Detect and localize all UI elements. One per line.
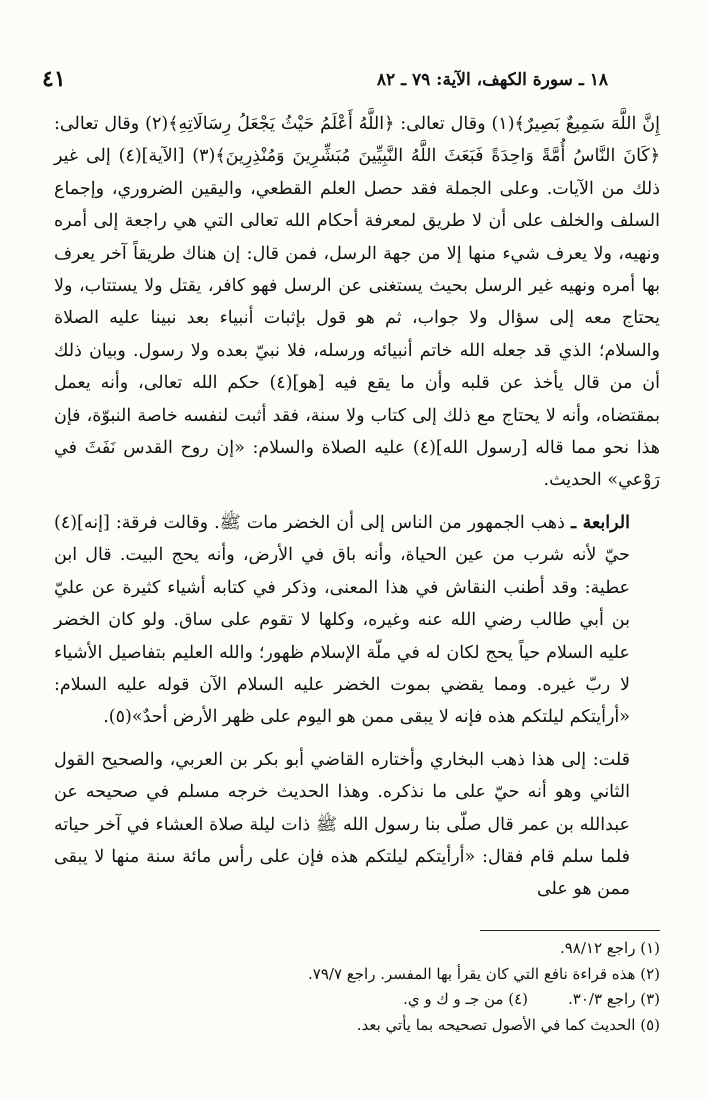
running-title: ١٨ ـ سورة الكهف، الآية: ٧٩ ـ ٨٢ [376,70,608,90]
page-number: ٤١ [42,66,66,92]
section-lead: الرابعة ـ [570,512,630,533]
footnotes [100,930,660,1038]
footnote-3: (٣) راجع ٣٠/٣. [568,990,660,1008]
footnote-4: (٤) من جـ و ك و ي. [403,990,528,1008]
footnote-1: (١) راجع ٩٨/١٢. [559,939,660,957]
main-text [54,108,660,906]
footnote-row [100,987,660,1013]
paragraph-2-text: ذهب الجمهور من الناس إلى أن الخضر مات ﷺ. وقالت فرقة: [إنه](٤) حيّ لأنه شرب من عين الحياة، وأنه باق في الأرض، وأنه يحج البيت. قال ابن عطية: وقد أطنب النقاش في هذا المعنى، وذكر في كتابه أشياء كثيرة عن عليّ بن أبي طالب رضي الله عنه وغيره، وكلها لا تقوم على ساق. ولو كان الخضر عليه السلام حياً يحج لكان له في ملّة الإسلام ظهور؛ والله العليم بتفاصيل الأشياء لا ربّ غيره. ومما يقضي بموت الخضر عليه السلام الآن قوله عليه السلام: «أرأيتكم ليلتكم هذه فإنه لا يبقى ممن هو اليوم على ظهر الأرض أحدٌ»(٥). [54,512,630,728]
paragraph-1: إِنَّ اللَّهَ سَمِيعٌ بَصِيرٌ﴾(١) وقال تعالى: ﴿اللَّهُ أَعْلَمُ حَيْثُ يَجْعَلُ رِسَالَاتِهِ﴾(٢) وقال تعالى: ﴿كَانَ النَّاسُ أُمَّةً وَاحِدَةً فَبَعَثَ اللَّهُ النَّبِيِّينَ مُبَشِّرِينَ وَمُنْذِرِينَ﴾(٣) [الآية](٤) إلى غير ذلك من الآيات. وعلى الجملة فقد حصل العلم القطعي، واليقين الضروري، وإجماع السلف والخلف على أن لا طريق لمعرفة أحكام الله تعالى التي هي راجعة إلى أمره ونهيه، ولا يعرف شيء منها إلا من جهة الرسل، فمن قال: إن هناك طريقاً آخر يعرف بها أمره ونهيه غير الرسل بحيث يستغنى عن الرسل فهو كافر، يقتل ولا يستتاب، ولا يحتاج معه إلى سؤال ولا جواب، ثم هو قول بإثبات أنبياء بعد نبينا عليه الصلاة والسلام؛ الذي قد جعله الله خاتم أنبيائه ورسله، فلا نبيّ بعده ولا رسول. وبيان ذلك أن من قال يأخذ عن قلبه وأن ما يقع فيه [هو](٤) حكم الله تعالى، وأنه يعمل بمقتضاه، وأنه لا يحتاج مع ذلك إلى كتاب ولا سنة، فقد أثبت لنفسه خاصة النبوّة، فإن هذا نحو مما قاله [رسول الله](٤) عليه الصلاة والسلام: «إن روح القدس نَفَثَ في رَوْعي» الحديث. [54,114,660,491]
footnote-5: (٥) الحديث كما في الأصول تصحيحه بما يأتي بعد. [356,1015,660,1034]
paragraph-3: قلت: إلى هذا ذهب البخاري وأختاره القاضي أبو بكر بن العربي، والصحيح القول الثاني وهو أنه حيّ على ما نذكره. وهذا الحديث خرجه مسلم في صحيحه عن عبدالله بن عمر قال صلّى بنا رسول الله ﷺ ذات ليلة صلاة العشاء في آخر حياته فلما سلم قام فقال: «أرأيتكم ليلتكم هذه فإن على رأس مائة سنة منها لا يبقى ممن هو على [54,749,630,900]
paragraph-2 [54,507,660,734]
footnote-2: (٢) هذه قراءة نافع التي كان يقرأ بها المفسر. راجع ٧٩/٧. [308,964,660,983]
